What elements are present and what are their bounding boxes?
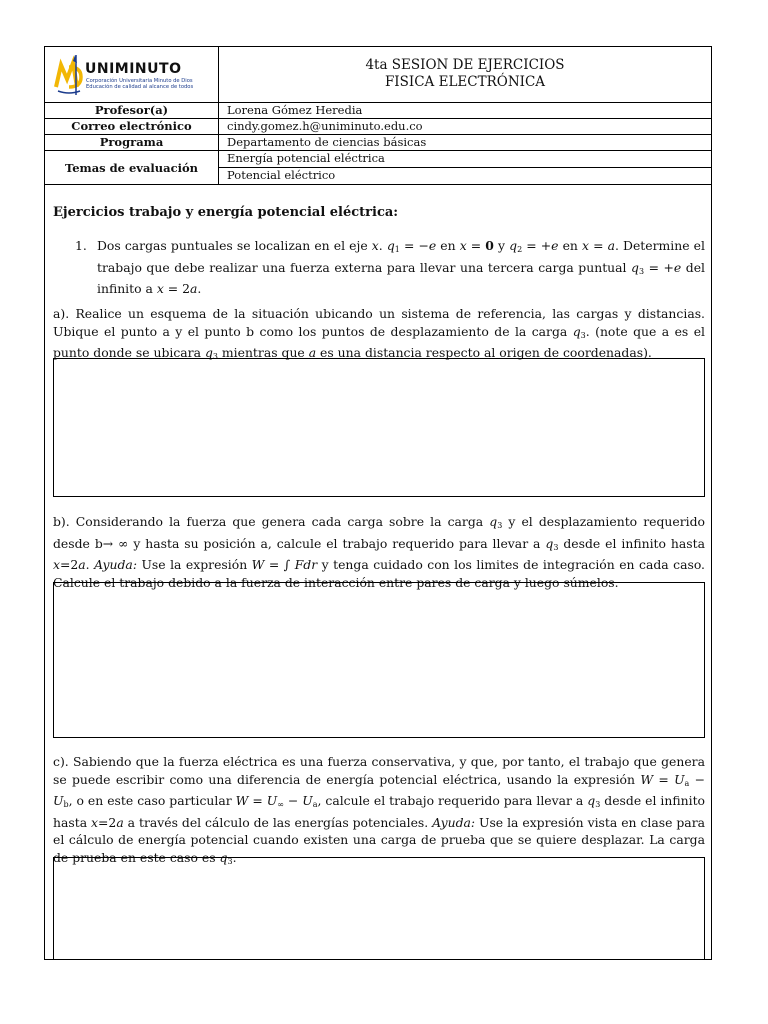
section-title: Ejercicios trabajo y energía potencial eléctrica: bbox=[53, 205, 399, 220]
session-title: 4ta SESION DE EJERCICIOS bbox=[365, 57, 565, 73]
logo-subtitle: Corporación Universitaria Minuto de Dios bbox=[86, 78, 193, 84]
course-title: FISICA ELECTRÓNICA bbox=[384, 74, 546, 90]
worksheet-page bbox=[44, 46, 712, 960]
temas-label: Temas de evaluación bbox=[45, 151, 219, 185]
exercise-1-statement: Dos cargas puntuales se localizan en el eje x. $q_1 = -e$ en x = 0 y $q_2 = +e$ en x = a. Determine el trabajo que debe realizar una fuerza externa para llevar una tercera carga puntual $q_3 = +e$ del infinito a x = 2a. bbox=[97, 238, 705, 297]
part-a-text: a). Realice un esquema de la situación ubicando un sistema de referencia, las cargas y distancias. Ubique el punto a y el punto b como los puntos de desplazamiento de la carga $q_3$. (note que a es el punto donde se ubicara $q_3$ mientras que a es una distancia respecto al origen de coordenadas). bbox=[53, 306, 706, 362]
temas-value-2: Potencial eléctrico bbox=[219, 168, 711, 185]
profesor-label: Profesor(a) bbox=[45, 103, 219, 119]
uniminuto-logo bbox=[53, 53, 213, 97]
programa-value: Departamento de ciencias básicas bbox=[219, 135, 711, 151]
part-c-text: c). Sabiendo que la fuerza eléctrica es una fuerza conservativa, y que, por tanto, el trabajo que genera se puede escribir como una diferencia de energía potencial eléctrica, usando la expresión $W = U_a - U_b$, o en este caso particular $W = U_\infty - U_a$, calcule el trabajo requerido para llevar a $q_3$ desde el infinito hasta x=2a a través del cálculo de las energías potenciales. Ayuda: Use la expresión vista en clase para el cálculo de energía potencial cuando existen una carga de prueba que se quiere desplazar. La carga de prueba en este caso es $q_3$. bbox=[53, 754, 706, 866]
logo-tagline: Educación de calidad al alcance de todos bbox=[86, 84, 194, 90]
answer-box-b[interactable] bbox=[53, 582, 705, 738]
header-title-cell bbox=[219, 47, 711, 103]
correo-label: Correo electrónico bbox=[45, 119, 219, 135]
temas-value-1: Energía potencial eléctrica bbox=[219, 151, 711, 168]
part-b-text: b). Considerando la fuerza que genera cada carga sobre la carga $q_3$ y el desplazamiento requerido desde b→ ∞ y hasta su posición a, calcule el trabajo requerido para llevar a $q_3$ desde el infinito hasta x=2a. Ayuda: Use la expresión W = ∫ Fdr y tenga cuidado con los limites de integración en cada caso. Calcule el trabajo debido a la fuerza de interacción entre pares de carga y luego súmelos. bbox=[53, 514, 705, 590]
md-logo-icon bbox=[53, 53, 85, 97]
answer-box-c[interactable] bbox=[53, 857, 705, 960]
logo-wordmark: UNIMINUTO bbox=[85, 61, 182, 77]
answer-box-a[interactable] bbox=[53, 358, 705, 497]
correo-value[interactable]: cindy.gomez.h@uniminuto.edu.co bbox=[219, 119, 711, 135]
programa-label: Programa bbox=[45, 135, 219, 151]
logo-cell bbox=[45, 47, 219, 103]
profesor-value: Lorena Gómez Heredia bbox=[219, 103, 711, 119]
exercise-number: 1. bbox=[75, 238, 87, 253]
